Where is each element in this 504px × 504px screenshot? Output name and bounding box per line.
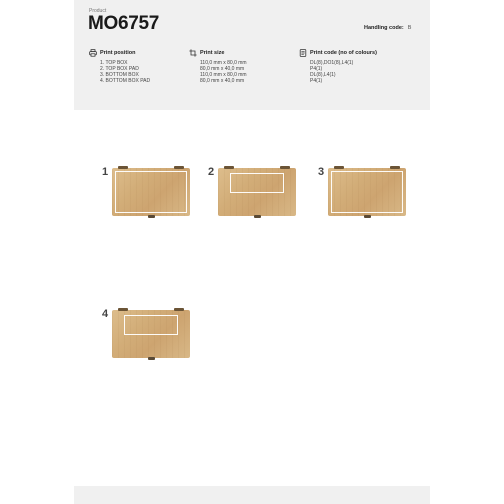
print-position-preview xyxy=(318,162,410,222)
print-size-column xyxy=(189,48,247,84)
handling-code-value: B xyxy=(407,25,412,31)
position-number: 2 xyxy=(208,166,215,178)
print-area-outline xyxy=(331,171,403,213)
position-number: 3 xyxy=(318,166,325,178)
print-position-line: 1. TOP BOX xyxy=(100,60,128,66)
product-eyebrow: Product xyxy=(89,8,107,14)
print-size-title: Print size xyxy=(200,49,225,56)
print-area-outline xyxy=(124,315,178,335)
print-size-line: 110,0 mm x 80,0 mm xyxy=(200,60,247,66)
print-position-line: 4. BOTTOM BOX PAD xyxy=(100,78,151,84)
print-code-title: Print code (no of colours) xyxy=(310,49,377,56)
header-band xyxy=(74,0,430,110)
print-position-column xyxy=(89,48,150,84)
bamboo-box-image xyxy=(112,168,190,216)
bamboo-box-image xyxy=(218,168,296,216)
print-position-preview xyxy=(208,162,300,222)
product-sheet xyxy=(74,0,430,504)
bamboo-box-image xyxy=(112,310,190,358)
bamboo-box-image xyxy=(328,168,406,216)
footer-band xyxy=(74,486,430,504)
print-code-line: P4(1) xyxy=(310,66,323,72)
crop-icon xyxy=(189,49,197,57)
print-position-preview xyxy=(102,304,194,364)
print-code-line: P4(1) xyxy=(310,78,323,84)
product-code: MO6757 xyxy=(88,13,160,34)
print-size-line: 110,0 mm x 80,0 mm xyxy=(200,72,247,78)
print-area-outline xyxy=(230,173,284,193)
print-code-line: DL(8),L4(1) xyxy=(310,72,336,78)
print-size-line: 80,0 mm x 40,0 mm xyxy=(200,66,245,72)
handling-code xyxy=(364,25,411,31)
print-position-preview xyxy=(102,162,194,222)
print-position-title: Print position xyxy=(100,49,136,56)
print-code-column xyxy=(299,48,377,84)
printer-icon xyxy=(89,49,97,57)
print-area-outline xyxy=(115,171,187,213)
print-position-line: 3. BOTTOM BOX xyxy=(100,72,139,78)
position-number: 4 xyxy=(102,308,109,320)
print-position-line: 2. TOP BOX PAD xyxy=(100,66,139,72)
print-code-line: DL(8),DO1(8),L4(1) xyxy=(310,60,354,66)
print-size-line: 80,0 mm x 40,0 mm xyxy=(200,78,245,84)
document-icon xyxy=(299,49,307,57)
handling-code-label: Handling code: xyxy=(364,25,404,31)
position-number: 1 xyxy=(102,166,109,178)
